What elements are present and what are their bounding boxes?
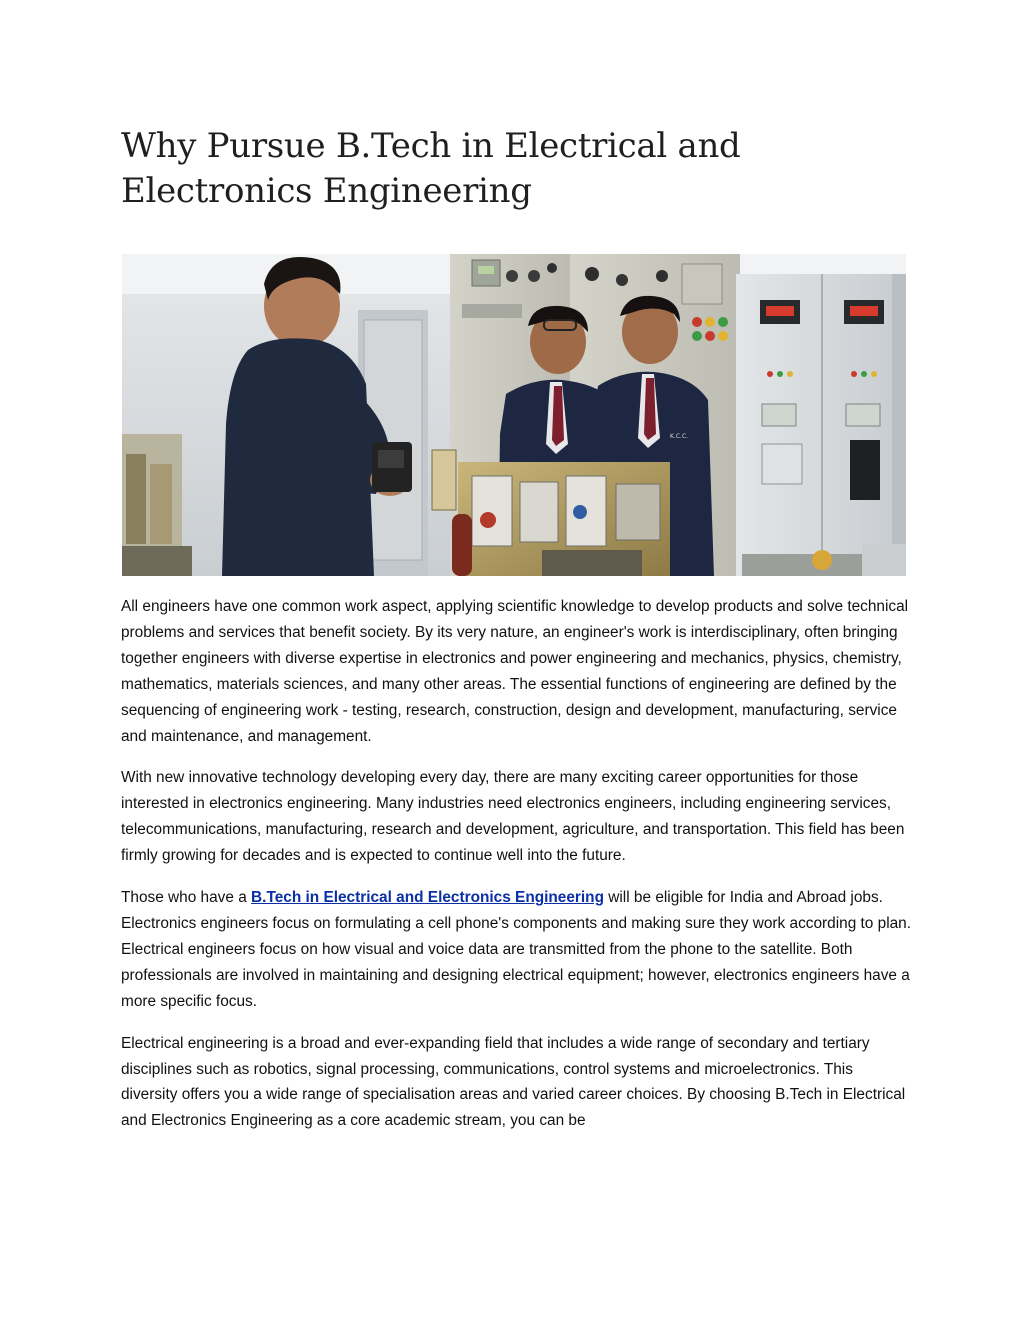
paragraph-1: All engineers have one common work aspect, applying scientific knowledge to develop products and solve technical problems and services that benefit society. By its very nature, an engineer's work is interdisciplinary, often bringing together engineers with diverse expertise in electronics and power engineering and mechanics, physics, chemistry, mathematics, materials sciences, and many other areas. The essential functions of engineering are defined by the sequencing of engineering work - testing, research, construction, design and development, manufacturing, service and maintenance, and management. (121, 598, 909, 745)
lab-photo (122, 254, 906, 576)
paragraph-4: Electrical engineering is a broad and ever-expanding field that includes a wide range of secondary and tertiary disciplines such as robotics, signal processing, communications, control systems and microelectronics. This diversity offers you a wide range of specialisation areas and varied career choices. By choosing B.Tech in Electrical and Electronics Engineering as a core academic stream, you can be (121, 1034, 906, 1130)
page-title: Why Pursue B.Tech in Electrical and Electronics Engineering (121, 126, 741, 211)
lab-photo-icon (122, 254, 906, 576)
article-body (121, 594, 911, 1150)
paragraph-3-before: Those who have a (121, 889, 252, 907)
paragraph-3-after: will be eligible for India and Abroad jobs. Electronics engineers focus on formulating a cell phone's components and making sure they work according to plan. Electrical engineers focus on how visual and voice data are transmitted from the phone to the satellite. Both professionals are involved in maintaining and designing electrical equipment; however, electronics engineers have a more specific focus. (121, 889, 912, 1010)
paragraph-2: With new innovative technology developing every day, there are many exciting career opportunities for those interested in electronics engineering. Many industries need electronics engineers, including engineering services, telecommunications, manufacturing, research and development, agriculture, and transportation. This field has been firmly growing for decades and is expected to continue well into the future. (121, 769, 905, 865)
blazer-badge: K.C.C. (670, 433, 689, 440)
paragraph-3 (121, 885, 911, 1015)
btech-eee-link[interactable]: B.Tech in Electrical and Electronics Engineering (251, 889, 604, 907)
